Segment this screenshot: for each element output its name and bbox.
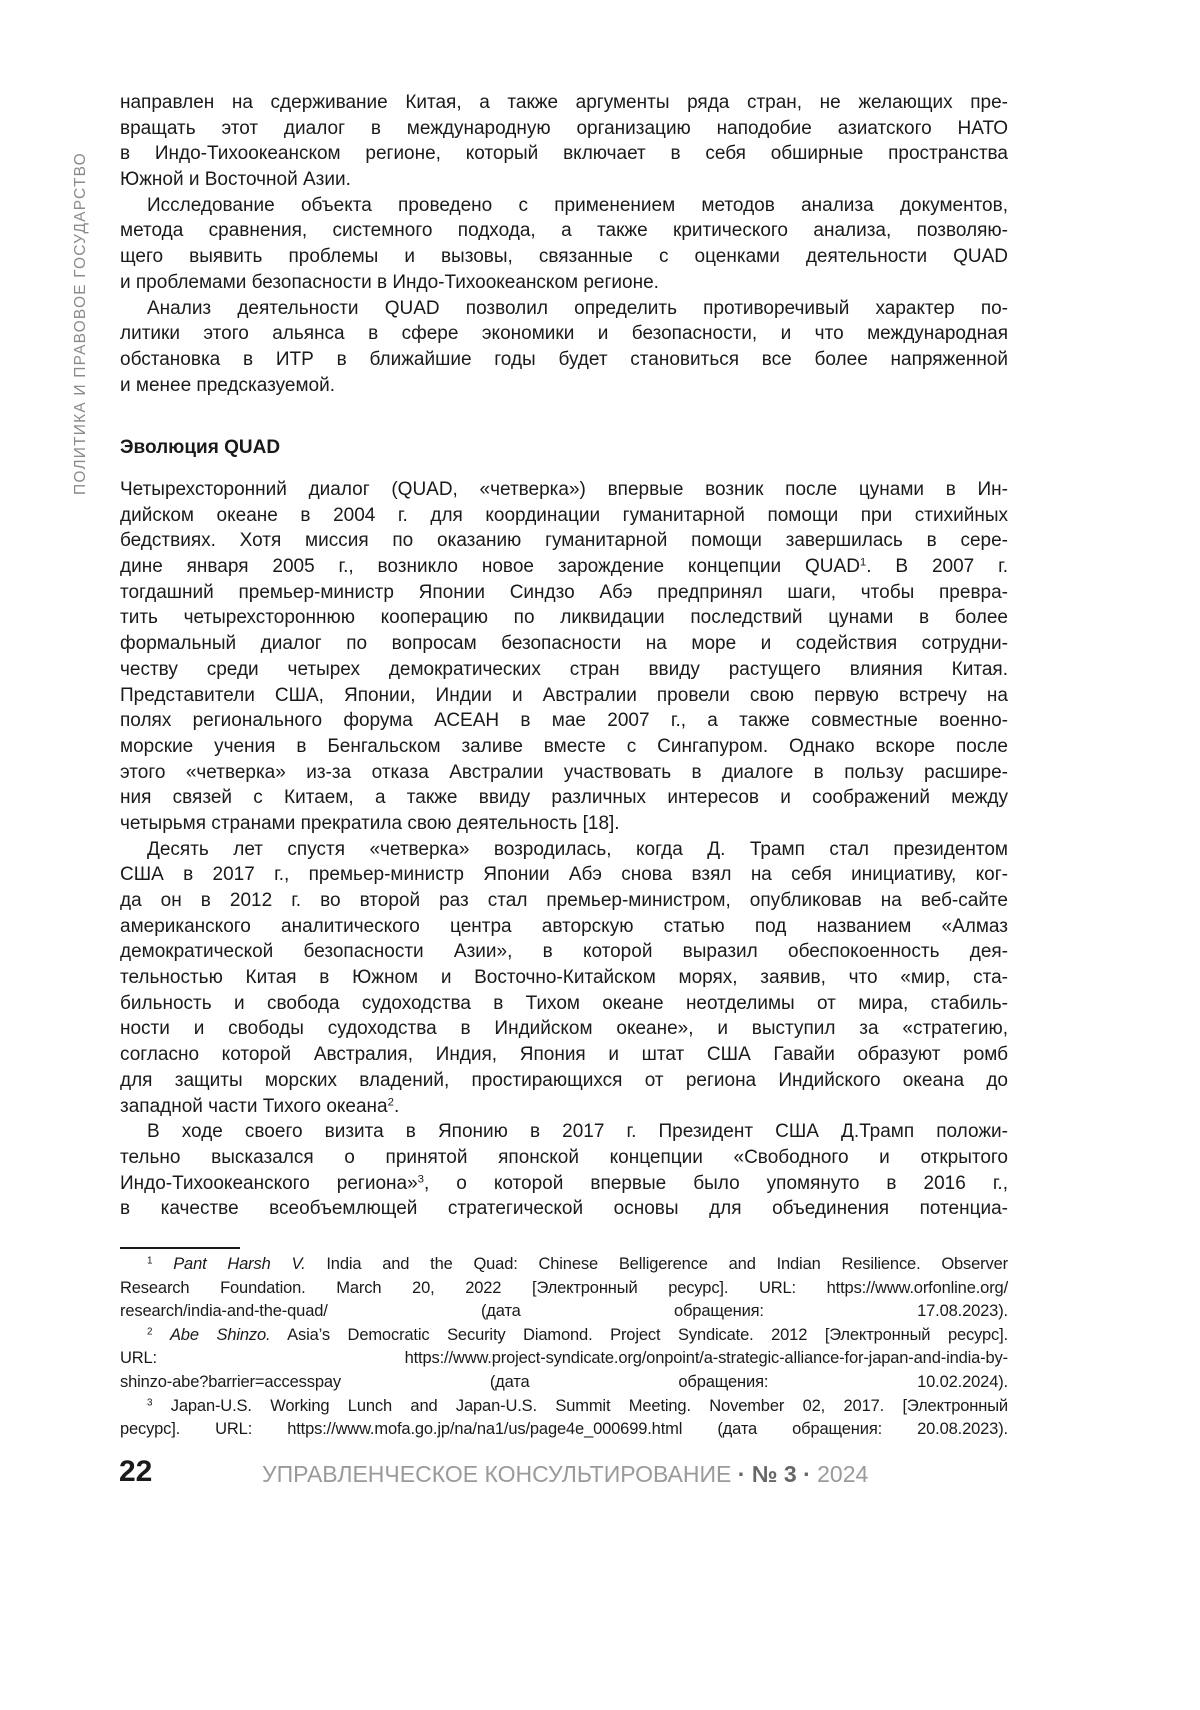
- text-line: [120, 1016, 1008, 1042]
- text-run: направлен на сдерживание Китая, а также аргументы ряда стран, не желающих пре-: [120, 92, 1008, 113]
- footnote-ref: 1: [860, 557, 866, 569]
- text-run: морские учения в Бенгальском заливе вместе с Сингапуром. Однако вскоре после: [120, 736, 1008, 757]
- footnotes: [120, 1253, 1008, 1442]
- text-line: [120, 1171, 1008, 1197]
- footnote-ref: 2: [388, 1096, 394, 1108]
- footnote-line: [120, 1300, 1008, 1324]
- text-line: [120, 373, 1008, 399]
- text-line: [120, 939, 1008, 965]
- text-line: [120, 270, 1008, 296]
- footnote-line: [120, 1347, 1008, 1371]
- text-line: [120, 296, 1008, 322]
- text-run: shinzo-abe?barrier=accesspay (дата обращения: 10.02.2024).: [120, 1373, 1008, 1391]
- text-line: [120, 631, 1008, 657]
- text-run: India and the Quad: Chinese Belligerence and Indian Resilience. Observer: [306, 1255, 1008, 1273]
- footnote-line: [120, 1371, 1008, 1395]
- text-line: [120, 657, 1008, 683]
- text-line: [120, 965, 1008, 991]
- text-run: бедствиях. Хотя миссия по оказанию гуманитарной помощи завершилась в сере-: [120, 530, 1008, 551]
- text-run: западной части Тихого океана: [120, 1096, 388, 1117]
- footnote-ref: 3: [147, 1397, 152, 1408]
- text-line: [120, 244, 1008, 270]
- text-line: [120, 167, 1008, 193]
- text-line: [120, 321, 1008, 347]
- text-run: и проблемами безопасности в Индо-Тихоокеанском регионе.: [120, 272, 659, 293]
- text-line: [120, 477, 1008, 503]
- text-run: research/india-and-the-quad/ (дата обращения: 17.08.2023).: [120, 1302, 1008, 1320]
- journal-title: УПРАВЛЕНЧЕСКОЕ КОНСУЛЬТИРОВАНИЕ: [262, 1461, 731, 1487]
- text-run: ресурс]. URL: https://www.mofa.go.jp/na/na1/us/page4e_000699.html (дата обращения: 20.08.2023).: [120, 1420, 1008, 1438]
- text-run: ности и свободы судоходства в Индийском океане», и выступил за «стратегию,: [120, 1018, 1008, 1039]
- text-line: [120, 347, 1008, 373]
- text-line: [120, 1196, 1008, 1222]
- text-run: метода сравнения, системного подхода, а также критического анализа, позволяю-: [120, 220, 1008, 241]
- text-run: для защиты морских владений, простирающихся от региона Индийского океана до: [120, 1070, 1008, 1091]
- text-run: полях регионального форума АСЕАН в мае 2007 г., а также совместные военно-: [120, 710, 1008, 731]
- text-run: тельностью Китая в Южном и Восточно-Китайском морях, заявив, что «мир, ста-: [120, 967, 1008, 988]
- text-run: Представители США, Японии, Индии и Австралии провели свою первую встречу на: [120, 685, 1008, 706]
- footnote-line: [120, 1395, 1008, 1419]
- text-run: тить четырехстороннюю кооперацию по ликвидации последствий цунами в более: [120, 607, 1008, 628]
- footnote-divider: [120, 1247, 240, 1249]
- footnote-ref: 2: [147, 1326, 152, 1337]
- author-name: Pant Harsh V.: [173, 1255, 305, 1273]
- text-run: тельно высказался о принятой японской концепции «Свободного и открытого: [120, 1147, 1008, 1168]
- text-line: [120, 116, 1008, 142]
- separator: ·: [738, 1461, 746, 1487]
- text-line: [120, 862, 1008, 888]
- text-run: [152, 1326, 170, 1344]
- text-run: .: [394, 1096, 399, 1117]
- text-run: Южной и Восточной Азии.: [120, 169, 351, 190]
- text-run: бильность и свобода судоходства в Тихом океане неотделимы от мира, стабиль-: [120, 993, 1008, 1014]
- issue-number: № 3: [752, 1461, 797, 1487]
- intro-text: [120, 90, 1008, 398]
- text-run: и менее предсказуемой.: [120, 375, 335, 396]
- footnote-ref: 1: [147, 1256, 152, 1267]
- text-line: [120, 1068, 1008, 1094]
- text-run: литики этого альянса в сфере экономики и безопасности, и что международная: [120, 323, 1008, 344]
- text-line: [120, 811, 1008, 837]
- text-run: этого «четверка» из-за отказа Австралии участвовать в диалоге в пользу расшире-: [120, 762, 1008, 783]
- text-run: Анализ деятельности QUAD позволил определить противоречивый характер по-: [147, 298, 1008, 319]
- text-run: Десять лет спустя «четверка» возродилась, когда Д. Трамп стал президентом: [147, 839, 1008, 860]
- text-run: да он в 2012 г. во второй раз стал премьер-министром, опубликовав на веб-сайте: [120, 890, 1008, 911]
- text-run: американского аналитического центра авторскую статью под названием «Алмаз: [120, 916, 1008, 937]
- text-run: дийском океане в 2004 г. для координации гуманитарной помощи при стихийных: [120, 505, 1008, 526]
- footnote-line: [120, 1253, 1008, 1277]
- text-run: вращать этот диалог в международную организацию наподобие азиатского НАТО: [120, 118, 1008, 139]
- page-number: 22: [119, 1455, 152, 1489]
- text-line: [120, 503, 1008, 529]
- text-run: щего выявить проблемы и вызовы, связанные с оценками деятельности QUAD: [120, 246, 1008, 267]
- journal-footer: [262, 1461, 868, 1488]
- text-run: демократической безопасности Азии», в которой выразил обеспокоенность дея-: [120, 941, 1008, 962]
- text-run: США в 2017 г., премьер-министр Японии Абэ снова взял на себя инициативу, ког-: [120, 864, 1008, 885]
- text-line: [120, 1119, 1008, 1145]
- issue-year: 2024: [817, 1461, 868, 1487]
- text-line: [120, 888, 1008, 914]
- text-line: [120, 683, 1008, 709]
- text-line: [120, 1042, 1008, 1068]
- text-run: [152, 1255, 173, 1273]
- text-line: [120, 1145, 1008, 1171]
- text-run: Japan-U.S. Working Lunch and Japan-U.S. Summit Meeting. November 02, 2017. [Электронный: [152, 1397, 1008, 1415]
- author-name: Abe Shinzo.: [170, 1326, 271, 1344]
- text-line: [120, 708, 1008, 734]
- text-line: [120, 218, 1008, 244]
- text-run: согласно которой Австралия, Индия, Япония и штат США Гавайи образуют ромб: [120, 1044, 1008, 1065]
- text-run: дине января 2005 г., возникло новое зарождение концепции QUAD: [120, 556, 860, 577]
- text-run: формальный диалог по вопросам безопасности на море и содействия сотрудни-: [120, 633, 1008, 654]
- text-run: тогдашний премьер-министр Японии Синдзо Абэ предпринял шаги, чтобы превра-: [120, 582, 1008, 603]
- text-run: Asia’s Democratic Security Diamond. Project Syndicate. 2012 [Электронный ресурс].: [270, 1326, 1008, 1344]
- section-text: [120, 477, 1008, 1222]
- text-run: Индо-Тихоокеанского региона»: [120, 1173, 418, 1194]
- text-line: [120, 991, 1008, 1017]
- text-line: [120, 914, 1008, 940]
- text-line: [120, 528, 1008, 554]
- separator: ·: [803, 1461, 811, 1487]
- footnote-line: [120, 1277, 1008, 1301]
- text-line: [120, 837, 1008, 863]
- text-line: [120, 141, 1008, 167]
- text-run: в качестве всеобъемлющей стратегической основы для объединения потенциа-: [120, 1198, 1008, 1219]
- text-run: обстановка в ИТР в ближайшие годы будет становиться все более напряженной: [120, 349, 1008, 370]
- text-line: [120, 90, 1008, 116]
- text-line: [120, 1094, 1008, 1120]
- text-run: Research Foundation. March 20, 2022 [Электронный ресурс]. URL: https://www.orfonline.org/: [120, 1279, 1008, 1297]
- footnote-line: [120, 1324, 1008, 1348]
- text-run: в Индо-Тихоокеанском регионе, который включает в себя обширные пространства: [120, 143, 1008, 164]
- text-run: ния связей с Китаем, а также ввиду различных интересов и соображений между: [120, 787, 1008, 808]
- footnote-line: [120, 1418, 1008, 1442]
- text-line: [120, 785, 1008, 811]
- text-run: четырьмя странами прекратила свою деятельность [18].: [120, 813, 620, 834]
- text-run: Четырехсторонний диалог (QUAD, «четверка») впервые возник после цунами в Ин-: [120, 479, 1008, 500]
- text-line: [120, 554, 1008, 580]
- text-line: [120, 760, 1008, 786]
- running-section-title: ПОЛИТИКА И ПРАВОВОЕ ГОСУДАРСТВО: [72, 152, 90, 495]
- text-run: . В 2007 г.: [866, 556, 1008, 577]
- section-heading: Эволюция QUAD: [120, 437, 280, 459]
- text-run: В ходе своего визита в Японию в 2017 г. Президент США Д.Трамп положи-: [147, 1121, 1008, 1142]
- text-line: [120, 605, 1008, 631]
- text-run: честву среди четырех демократических стран ввиду растущего влияния Китая.: [120, 659, 1008, 680]
- text-line: [120, 580, 1008, 606]
- text-run: Исследование объекта проведено с применением методов анализа документов,: [147, 195, 1008, 216]
- text-line: [120, 734, 1008, 760]
- text-run: URL: https://www.project-syndicate.org/onpoint/a-strategic-alliance-for-japan-and-india-by-: [120, 1349, 1008, 1367]
- text-run: , о которой впервые было упомянуто в 2016 г.,: [424, 1173, 1008, 1194]
- text-line: [120, 193, 1008, 219]
- footnote-ref: 3: [418, 1173, 424, 1185]
